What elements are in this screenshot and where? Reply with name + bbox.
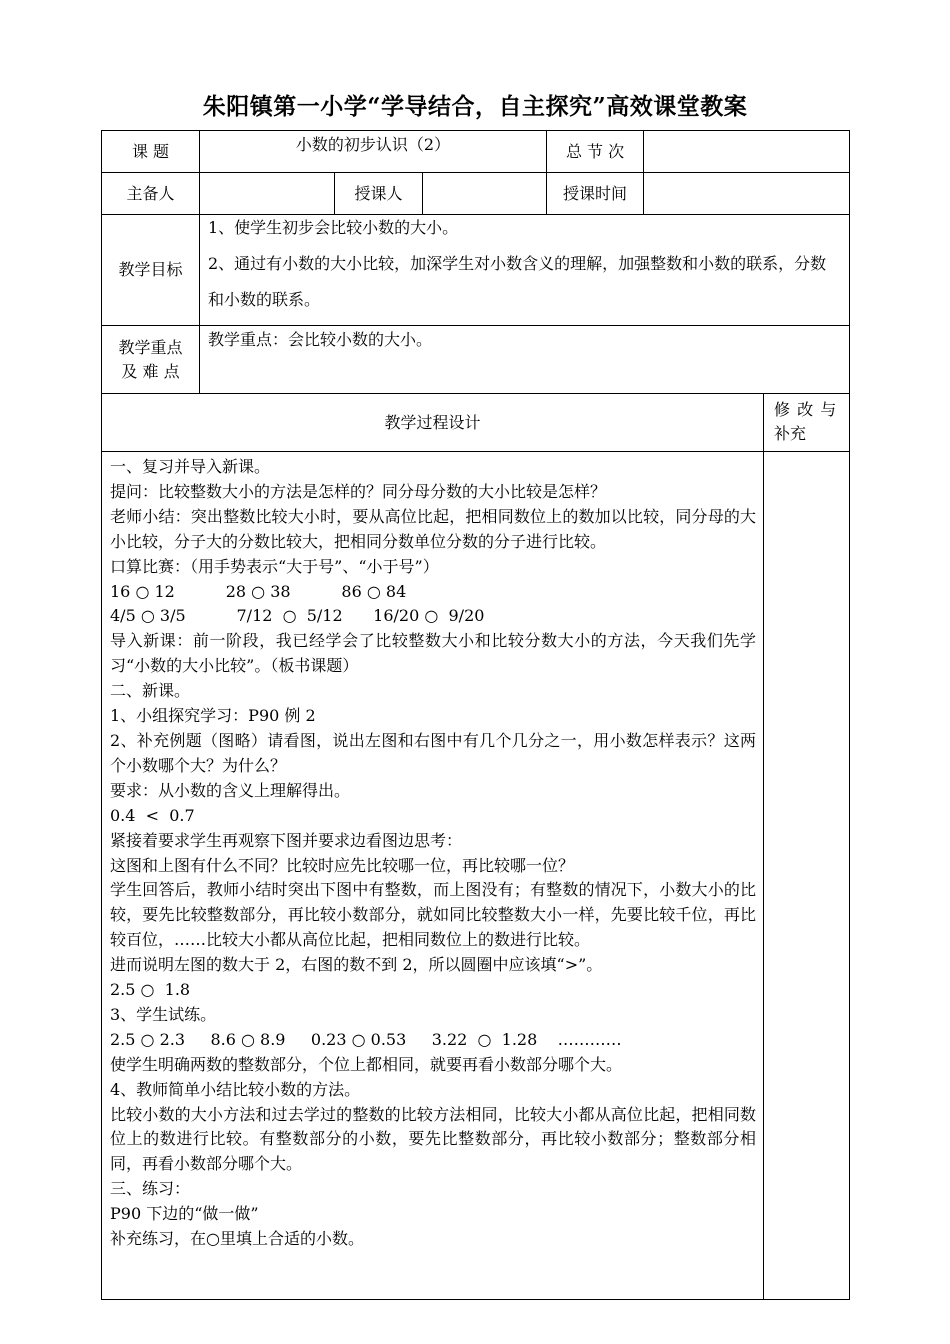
revision-label xyxy=(764,394,850,452)
time-value xyxy=(644,173,850,215)
process-line: 提问：比较整数大小的方法是怎样的？同分母分数的大小比较是怎样？ xyxy=(110,481,607,501)
process-line: 3、学生试练。 xyxy=(110,1004,217,1024)
key-points-label-line1: 教学重点 xyxy=(118,337,183,357)
revision-label-line2: 补充 xyxy=(774,424,807,443)
key-points-text: 教学重点：会比较小数的大小。 xyxy=(200,326,850,394)
process-heading: 教学过程设计 xyxy=(102,394,764,452)
sessions-label: 总 节 次 xyxy=(547,131,644,173)
revision-label-line1: 修 改 与 xyxy=(774,400,838,419)
key-points-label-line2: 及 难 点 xyxy=(121,361,180,381)
process-line: 4/5 ○ 3/5 7/12 ○ 5/12 16/20 ○ 9/20 xyxy=(110,606,485,626)
process-line: 0.4 < 0.7 xyxy=(110,805,195,825)
key-points-row xyxy=(102,326,850,394)
teacher-value xyxy=(423,173,547,215)
process-line: 1、小组探究学习：P90 例 2 xyxy=(110,706,316,726)
process-line: 使学生明确两数的整数部分，个位上都相同，就要再看小数部分哪个大。 xyxy=(110,1054,623,1074)
process-line: 2、补充例题（图略）请看图，说出左图和右图中有几个几分之一，用小数怎样表示？这两个小数哪个大？为什么？ xyxy=(110,730,757,775)
topic-value: 小数的初步认识（2） xyxy=(200,131,547,173)
process-line: P90 下边的“做一做” xyxy=(110,1204,259,1224)
process-line: 2.5 ○ 2.3 8.6 ○ 8.9 0.23 ○ 0.53 3.22 ○ 1.28 ………… xyxy=(110,1029,622,1049)
process-line: 16 ○ 12 28 ○ 38 86 ○ 84 xyxy=(110,581,407,601)
process-line: 进而说明左图的数大于 2，右图的数不到 2，所以圆圈中应该填“>”。 xyxy=(110,955,603,975)
process-line: 紧接着要求学生再观察下图并要求边看图边思考： xyxy=(110,830,463,850)
objective-item-2: 2、通过有小数的大小比较，加深学生对小数含义的理解，加强整数和小数的联系，分数和小数的联系。 xyxy=(208,254,827,309)
key-points-label xyxy=(102,326,200,394)
process-line: 老师小结：突出整数比较大小时，要从高位比起，把相同数位上的数加以比较，同分母的大小比较，分子大的分数比较大，把相同分数单位分数的分子进行比较。 xyxy=(110,506,757,551)
preparer-value xyxy=(200,173,335,215)
process-line: 要求：从小数的含义上理解得出。 xyxy=(110,780,351,800)
process-header-row xyxy=(102,394,850,452)
lesson-plan-table xyxy=(101,130,850,1300)
teacher-label: 授课人 xyxy=(335,173,423,215)
process-body xyxy=(102,452,764,1300)
process-line: 比较小数的大小方法和过去学过的整数的比较方法相同，比较大小都从高位比起，把相同数位上的数进行比较。有整数部分的小数，要先比整数部分，再比较小数部分；整数部分相同，再看小数部分哪个大。 xyxy=(110,1104,757,1174)
objectives-content xyxy=(200,215,850,326)
topic-row xyxy=(102,131,850,173)
process-line: 学生回答后，教师小结时突出下图中有整数，而上图没有；有整数的情况下，小数大小的比较，要先比较整数部分，再比较小数部分，就如同比较整数大小一样，先要比较千位，再比较百位，……比较大小都从高位比起，把相同数位上的数进行比较。 xyxy=(110,880,757,950)
process-line: 三、练习： xyxy=(110,1179,191,1199)
objectives-label: 教学目标 xyxy=(102,215,200,326)
objective-item-1: 1、使学生初步会比较小数的大小。 xyxy=(208,218,459,237)
time-label: 授课时间 xyxy=(547,173,644,215)
staff-row xyxy=(102,173,850,215)
process-line: 口算比赛：（用手势表示“大于号”、“小于号”） xyxy=(110,556,439,576)
process-line: 补充练习，在○里填上合适的小数。 xyxy=(110,1229,364,1249)
process-line: 导入新课：前一阶段，我已经学会了比较整数大小和比较分数大小的方法，今天我们先学习“小数的大小比较”。（板书课题） xyxy=(110,631,757,676)
process-line: 这图和上图有什么不同？比较时应先比较哪一位，再比较哪一位？ xyxy=(110,855,575,875)
page-title: 朱阳镇第一小学“学导结合，自主探究”高效课堂教案 xyxy=(202,93,748,120)
process-line: 4、教师简单小结比较小数的方法。 xyxy=(110,1079,361,1099)
process-body-row xyxy=(102,452,850,1300)
sessions-value xyxy=(644,131,850,173)
preparer-label: 主备人 xyxy=(102,173,200,215)
revision-column xyxy=(764,452,850,1300)
process-line: 二、新课。 xyxy=(110,681,191,701)
topic-label: 课 题 xyxy=(102,131,200,173)
objectives-row xyxy=(102,215,850,326)
process-line: 一、复习并导入新课。 xyxy=(110,457,271,476)
process-line: 2.5 ○ 1.8 xyxy=(110,980,191,1000)
